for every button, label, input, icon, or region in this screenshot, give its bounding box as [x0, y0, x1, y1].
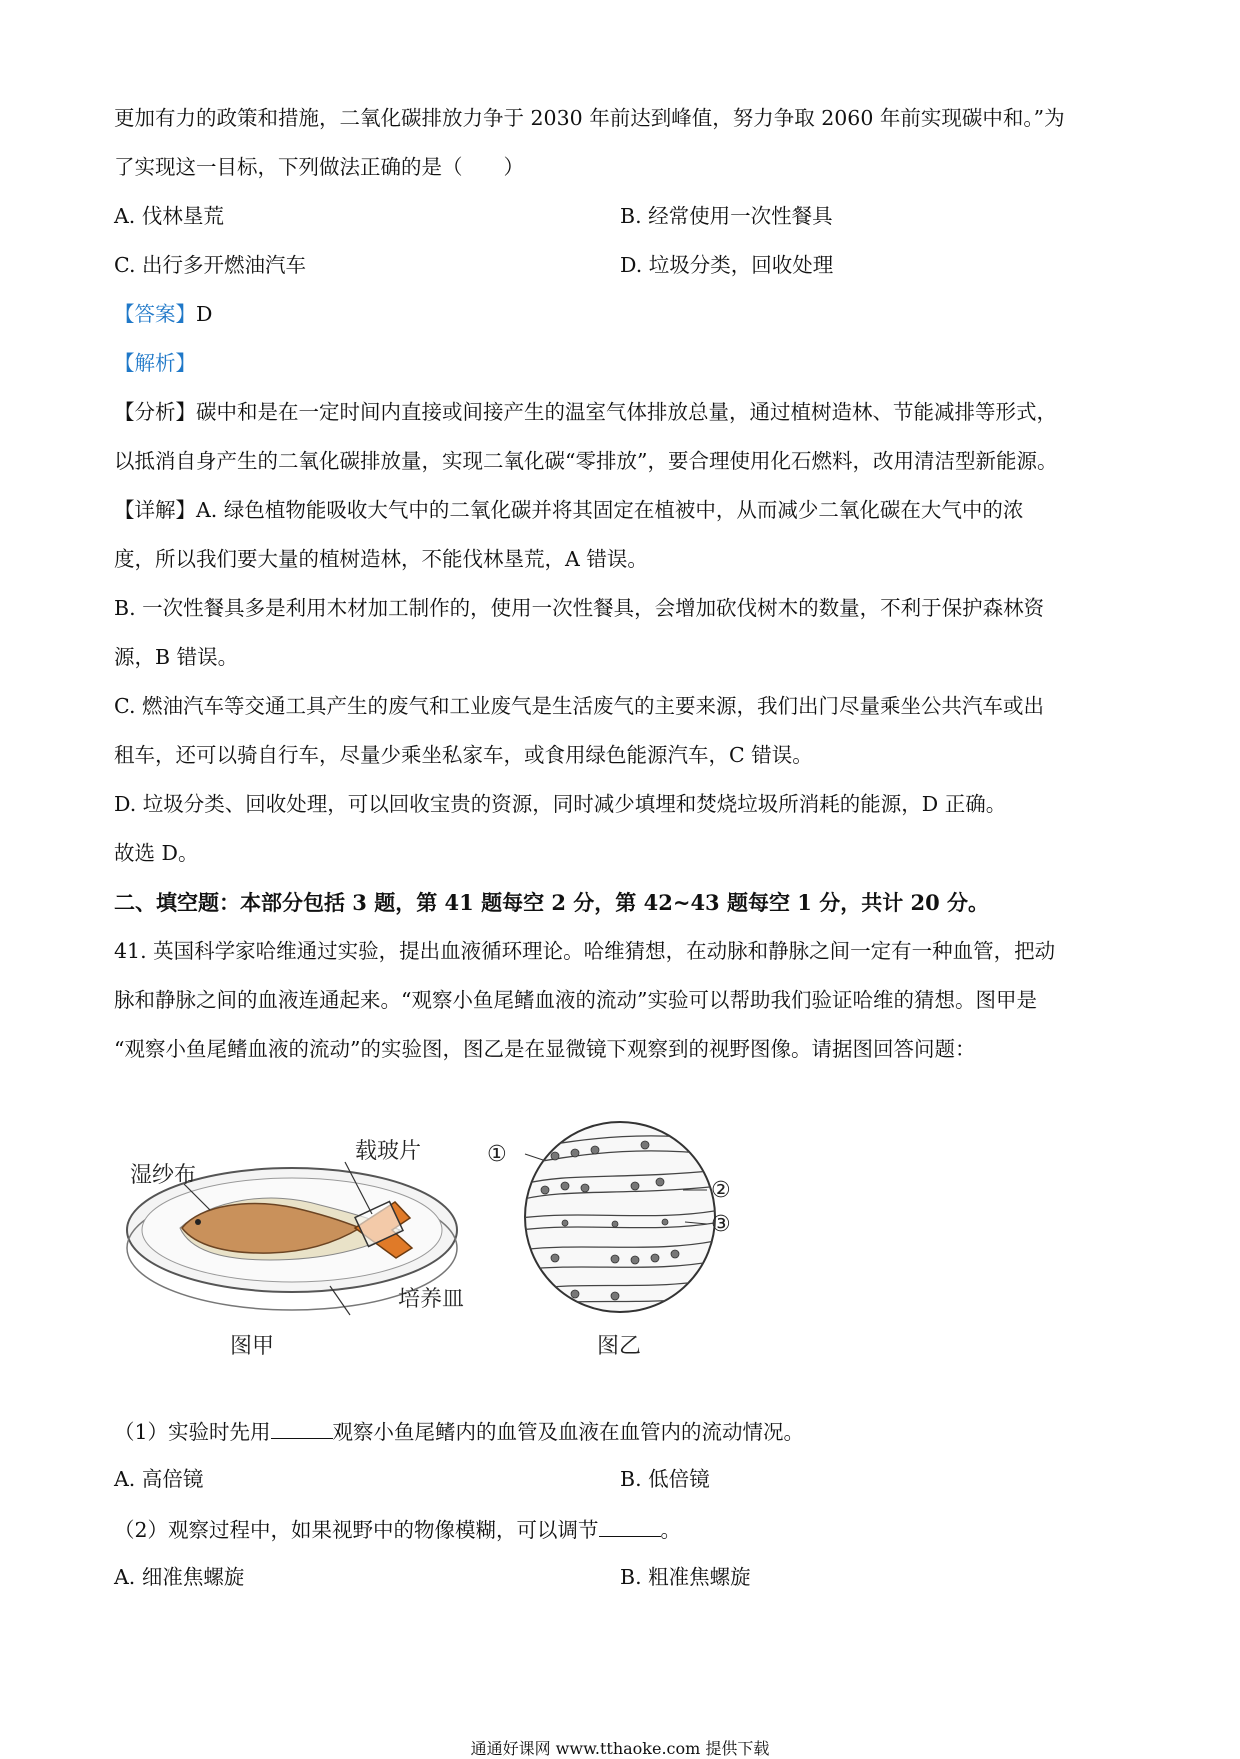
- marker-1: ①: [487, 1142, 507, 1167]
- text-line: B. 一次性餐具多是利用木材加工制作的，使用一次性餐具，会增加砍伐树木的数量，不利于保护森林资: [114, 596, 1045, 620]
- subquestion-1-prefix: （1）实验时先用: [114, 1420, 271, 1444]
- marker-3: ③: [711, 1212, 731, 1237]
- text-line: “观察小鱼尾鳍血液的流动”的实验图，图乙是在显微镜下观察到的视野图像。请据图回答问题：: [114, 1037, 976, 1061]
- text-line: 41. 英国科学家哈维通过实验，提出血液循环理论。哈维猜想，在动脉和静脉之间一定有一种血管，把动: [114, 939, 1056, 963]
- label-dish: 培养皿: [398, 1287, 465, 1312]
- blood-cell: [662, 1219, 668, 1225]
- blood-cell: [581, 1184, 589, 1192]
- text-line: 度，所以我们要大量的植树造林，不能伐林垦荒，A 错误。: [114, 547, 648, 571]
- text-line: 故选 D。: [114, 841, 199, 865]
- marker-2: ②: [711, 1178, 731, 1203]
- blood-cell: [571, 1290, 579, 1298]
- blood-cell: [671, 1250, 679, 1258]
- sub2-option-a: A. 细准焦螺旋: [114, 1565, 245, 1589]
- text-line: D. 垃圾分类、回收处理，可以回收宝贵的资源，同时减少填埋和焚烧垃圾所消耗的能源，D 正确。: [114, 792, 1007, 816]
- blood-cell: [571, 1149, 579, 1157]
- blood-cell: [611, 1292, 619, 1300]
- figure-jia: [120, 1110, 480, 1360]
- leader-line: [525, 1154, 543, 1160]
- blood-cell: [641, 1141, 649, 1149]
- blood-cell: [656, 1178, 664, 1186]
- blood-cell: [551, 1152, 559, 1160]
- blood-cell: [591, 1146, 599, 1154]
- option-a: A. 伐林垦荒: [114, 204, 224, 228]
- text-line: 租车，还可以骑自行车，尽量少乘坐私家车，或食用绿色能源汽车，C 错误。: [114, 743, 813, 767]
- analysis-tag: 【解析】: [114, 351, 196, 375]
- answer-blank: [599, 1518, 661, 1537]
- blood-cell: [651, 1254, 659, 1262]
- option-d: D. 垃圾分类，回收处理: [620, 253, 834, 277]
- text-line: 以抵消自身产生的二氧化碳排放量，实现二氧化碳“零排放”，要合理使用化石燃料，改用清洁型新能源。: [114, 449, 1058, 473]
- text-line: 【详解】A. 绿色植物能吸收大气中的二氧化碳并将其固定在植被中，从而减少二氧化碳在大气中的浓: [114, 498, 1024, 522]
- text-line: 了实现这一目标，下列做法正确的是（ ）: [114, 155, 524, 179]
- blood-cell: [631, 1182, 639, 1190]
- label-wet-gauze: 湿纱布: [130, 1163, 197, 1188]
- option-b: B. 经常使用一次性餐具: [620, 204, 833, 228]
- label-slide: 载玻片: [355, 1139, 422, 1164]
- option-c: C. 出行多开燃油汽车: [114, 253, 306, 277]
- caption-jia: 图甲: [230, 1334, 275, 1359]
- caption-yi: 图乙: [597, 1334, 642, 1359]
- blood-cell: [561, 1182, 569, 1190]
- footer-watermark: 通通好课网 www.tthaoke.com 提供下载: [470, 1739, 770, 1758]
- answer-line: [114, 304, 212, 325]
- subquestion-2-prefix: （2）观察过程中，如果视野中的物像模糊，可以调节: [114, 1518, 599, 1542]
- answer-tag: 【答案】: [114, 302, 196, 326]
- subquestion-2-suffix: 。: [660, 1518, 682, 1542]
- answer-value: D: [196, 302, 213, 326]
- text-line: 源，B 错误。: [114, 645, 239, 669]
- figure-yi: [485, 1110, 775, 1360]
- text-line: 脉和静脉之间的血液连通起来。“观察小鱼尾鳍血液的流动”实验可以帮助我们验证哈维的猜想。图甲是: [114, 988, 1037, 1012]
- text-line: 【分析】碳中和是在一定时间内直接或间接产生的温室气体排放总量，通过植树造林、节能减排等形式，: [114, 400, 1057, 424]
- section-heading: 二、填空题：本部分包括 3 题，第 41 题每空 2 分，第 42~43 题每空 1 分，共计 20 分。: [114, 890, 990, 915]
- blood-cell: [562, 1220, 568, 1226]
- blood-cell: [631, 1256, 639, 1264]
- sub2-option-b: B. 粗准焦螺旋: [620, 1565, 751, 1589]
- blood-cell: [611, 1255, 619, 1263]
- blood-cell: [541, 1186, 549, 1194]
- sub1-option-b: B. 低倍镜: [620, 1467, 710, 1491]
- text-line: 更加有力的政策和措施，二氧化碳排放力争于 2030 年前达到峰值，努力争取 2060 年前实现碳中和。”为: [114, 106, 1065, 130]
- subquestion-1: [114, 1420, 804, 1443]
- sub1-option-a: A. 高倍镜: [114, 1467, 204, 1491]
- text-line: C. 燃油汽车等交通工具产生的废气和工业废气是生活废气的主要来源，我们出门尽量乘坐公共汽车或出: [114, 694, 1044, 718]
- blood-cell: [612, 1221, 618, 1227]
- subquestion-1-suffix: 观察小鱼尾鳍内的血管及血液在血管内的流动情况。: [332, 1420, 805, 1444]
- blood-cell: [551, 1254, 559, 1262]
- subquestion-2: [114, 1518, 681, 1541]
- answer-blank: [271, 1420, 333, 1439]
- fish-eye: [195, 1219, 201, 1225]
